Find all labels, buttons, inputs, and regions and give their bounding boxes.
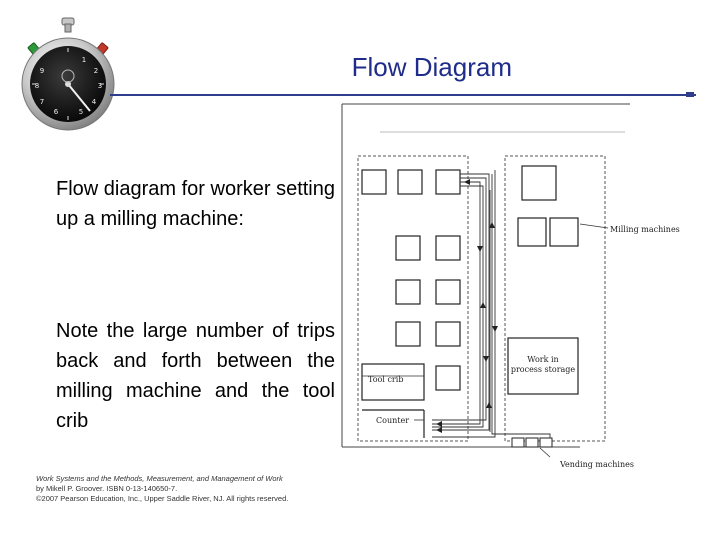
citation-line-2: by Mikell P. Groover. ISBN 0-13-140650-7.: [36, 484, 178, 493]
slide-title: Flow Diagram: [351, 52, 512, 82]
label-work-in: Work in: [527, 355, 559, 364]
dial-number-9: 9: [39, 67, 45, 75]
description-paragraph: Flow diagram for worker setting up a milling machine:: [56, 178, 335, 230]
flow-diagram-figure: [340, 102, 680, 479]
label-tool-crib: Tool crib: [368, 375, 404, 384]
stopwatch-icon: [18, 16, 118, 141]
dial-number-5: 5: [78, 108, 84, 116]
note-paragraph: Note the large number of trips back and forth between the milling machine and the tool crib: [56, 320, 335, 432]
source-citation: [36, 474, 326, 504]
stopwatch-logo: [18, 16, 118, 146]
label-vending-machines: Vending machines: [560, 460, 634, 469]
flow-diagram: [340, 102, 680, 474]
dial-number-8: 8: [34, 82, 40, 90]
dial-number-4: 4: [91, 98, 97, 106]
dial-number-1: 1: [81, 56, 87, 64]
dial-number-6: 6: [53, 108, 59, 116]
label-milling-machines: Milling machines: [610, 225, 680, 234]
citation-line-3: ©2007 Pearson Education, Inc., Upper Saddle River, NJ. All rights reserved.: [36, 494, 289, 503]
dial-number-2: 2: [93, 67, 99, 75]
label-process-storage: process storage: [510, 365, 576, 374]
citation-line-1: Work Systems and the Methods, Measurement, and Management of Work: [36, 474, 283, 483]
title-divider-cap: [686, 92, 694, 97]
dial-number-3: 3: [97, 82, 103, 90]
label-counter: Counter: [376, 416, 410, 425]
dial-number-7: 7: [39, 98, 45, 106]
title-divider: [110, 94, 696, 96]
